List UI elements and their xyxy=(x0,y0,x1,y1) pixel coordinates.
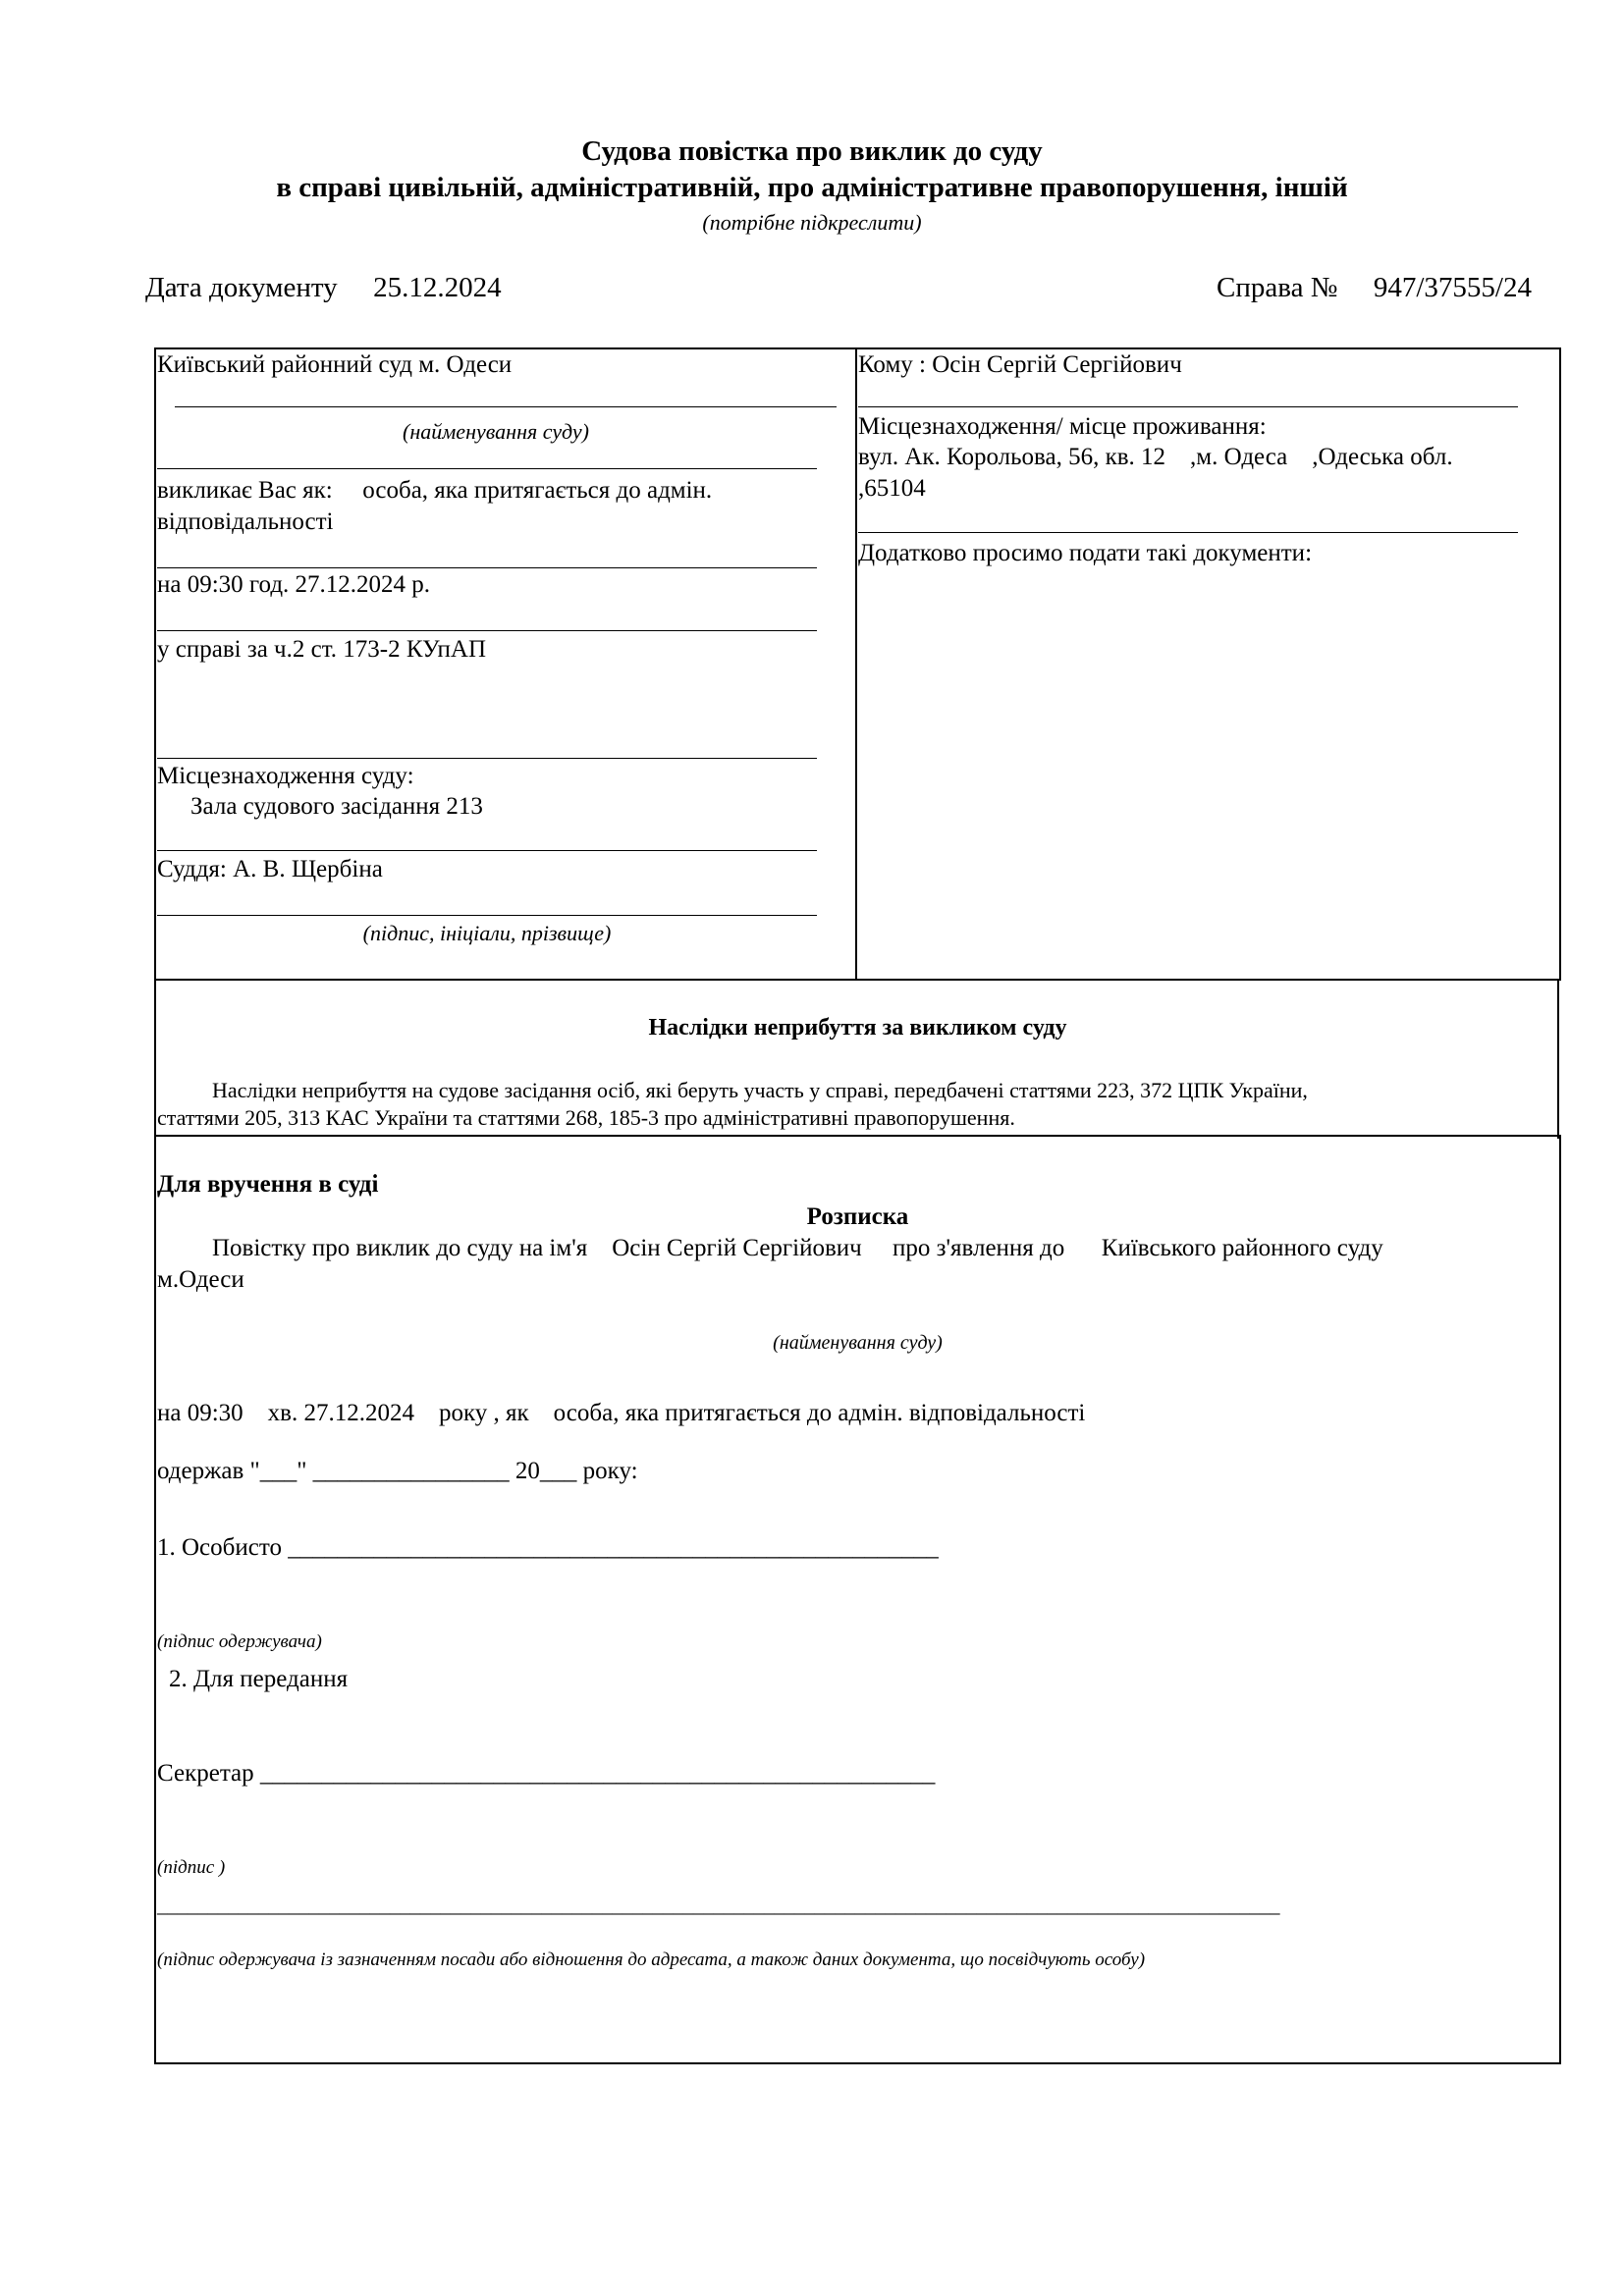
for-transfer: 2. Для передання xyxy=(169,1666,349,1692)
long-signature-line: _______________________________________________________________________________________________________________ xyxy=(157,1894,1280,1917)
caption-underline xyxy=(157,468,817,469)
consequences-text-line2: статтями 205, 313 КАС України та статтями 268, 185-3 про адміністративні правопорушення. xyxy=(157,1105,1015,1130)
consequences-text-line1: Наслідки неприбуття на судове засідання осіб, які беруть участь у справі, передбачені статтями 223, 372 ЦПК України, xyxy=(212,1078,1308,1102)
consequences-right-border xyxy=(1557,979,1559,1139)
court-name-underline xyxy=(175,406,837,407)
case-row xyxy=(1217,272,1532,304)
court-name: Київський районний суд м. Одеси xyxy=(157,351,513,378)
receipt-intro: Повістку про виклик до суду на ім'я xyxy=(212,1235,588,1261)
secretary-line: Секретар _______________________________________________________ xyxy=(157,1760,936,1787)
date-label: Дата документу xyxy=(145,272,338,303)
case-article: у справі за ч.2 ст. 173-2 КУпАП xyxy=(157,636,486,663)
summons-as-value: особа, яка притягається до адмін. xyxy=(362,477,713,504)
secretary-signature-caption: (підпис ) xyxy=(157,1857,226,1878)
summons-as-value-cont: відповідальності xyxy=(157,508,334,535)
case-number: 947/37555/24 xyxy=(1373,272,1532,303)
receipt-court-name: Київського районного суду xyxy=(1101,1235,1383,1261)
case-label: Справа № xyxy=(1217,272,1338,303)
recipient: Кому : Осін Сергій Сергійович xyxy=(858,351,1182,378)
consequences-heading: Наслідки неприбуття за викликом суду xyxy=(648,1015,1067,1041)
case-underline xyxy=(157,758,817,759)
column-divider xyxy=(855,347,857,981)
address-line2: ,65104 xyxy=(858,475,926,502)
title-note: (потрібне підкреслити) xyxy=(702,210,922,235)
hearing-time: на 09:30 год. 27.12.2024 р. xyxy=(157,571,431,598)
receipt-appear-line: на 09:30 хв. 27.12.2024 року , як особа, яка притягається до адмін. відповідальності xyxy=(157,1400,1086,1426)
final-caption: (підпис одержувача із зазначенням посади або відношення до адресата, а також даних документа, що посвідчують особу) xyxy=(157,1949,1146,1970)
judge-underline xyxy=(157,915,817,916)
receipt-line2: м.Одеси xyxy=(157,1266,244,1293)
recipient-signature-caption: (підпис одержувача) xyxy=(157,1631,322,1652)
judge-name: Суддя: А. В. Щербіна xyxy=(157,856,383,882)
receipt-heading: Розписка xyxy=(806,1203,909,1230)
recipient-underline xyxy=(858,406,1518,407)
documents-request: Додатково просимо подати такі документи: xyxy=(858,540,1313,566)
summons-as-row xyxy=(157,477,712,505)
receipt-frame xyxy=(154,1135,1561,2064)
address-label: Місцезнаходження/ місце проживання: xyxy=(858,413,1267,440)
document-title-line2: в справі цивільній, адміністративній, про адміністративне правопорушення, іншій xyxy=(276,172,1348,203)
personally-line: 1. Особисто _____________________________________________________ xyxy=(157,1534,939,1561)
time-underline xyxy=(157,630,817,631)
summons-underline xyxy=(157,567,817,568)
receipt-line1 xyxy=(212,1235,1383,1262)
consequences-left-border xyxy=(154,979,156,1139)
receipt-appear-text: про з'явлення до xyxy=(893,1235,1065,1261)
court-name-caption: (найменування суду) xyxy=(403,419,589,444)
date-value: 25.12.2024 xyxy=(373,272,502,303)
court-location-value: Зала судового засідання 213 xyxy=(190,793,483,820)
signature-caption: (підпис, ініціали, прізвище) xyxy=(362,921,612,945)
receipt-recipient-name: Осін Сергій Сергійович xyxy=(612,1235,862,1261)
receipt-court-caption: (найменування суду) xyxy=(773,1332,943,1354)
address-underline xyxy=(858,532,1518,533)
address-line1: вул. Ак. Корольова, 56, кв. 12 ,м. Одеса ,Одеська обл. xyxy=(858,444,1453,470)
court-delivery-label: Для вручення в суді xyxy=(157,1171,379,1198)
received-line: одержав "___" ________________ 20___ року: xyxy=(157,1458,638,1484)
summons-as-label: викликає Вас як: xyxy=(157,477,333,504)
court-location-label: Місцезнаходження суду: xyxy=(157,763,414,789)
date-row xyxy=(145,272,502,304)
document-title-line1: Судова повістка про виклик до суду xyxy=(581,135,1043,167)
location-underline xyxy=(157,850,817,851)
